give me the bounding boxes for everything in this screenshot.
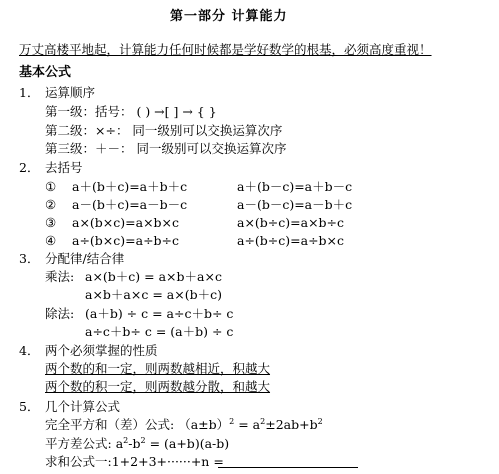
perfect-square-eq: = a: [238, 417, 261, 432]
perfect-square-rhs: ±2ab+b: [265, 417, 318, 432]
property-product: 两个数的积一定，则两数越分散，和越大: [45, 379, 271, 394]
division-label: 除法:: [45, 306, 75, 321]
rule-mark-2: ②: [45, 197, 57, 212]
sum-formula-one: 求和公式一:1+2+3+······+n =: [45, 454, 224, 469]
answer-blank[interactable]: [218, 467, 358, 468]
rule-1-right: a＋(b－c)=a＋b－c: [237, 179, 353, 194]
perfect-square-label: 完全平方和（差）公式:: [45, 417, 175, 432]
property-sum: 两个数的和一定，则两数越相近，积越大: [45, 361, 271, 376]
order-level-1: 第一级：括号： ( ) →[ ] → { }: [45, 104, 217, 119]
motto-line: 万丈高楼平地起，计算能力任何时候都是学好数学的根基，必须高度重视！: [19, 42, 432, 57]
section-2-heading: 去括号: [45, 160, 83, 175]
distributive-div-1: (a＋b) ÷ c = a÷c＋b÷ c: [85, 306, 234, 321]
distributive-div-2: a÷c＋b÷ c = (a＋b) ÷ c: [85, 324, 234, 339]
section-4-number: 4．: [19, 343, 40, 358]
section-5-heading: 几个计算公式: [45, 399, 121, 414]
rule-2-left: a－(b＋c)=a－b－c: [72, 197, 188, 212]
perfect-square-lhs: （a±b）: [178, 417, 230, 432]
rule-4-right: a÷(b÷c)=a÷b×c: [237, 233, 345, 248]
exponent: 2: [260, 417, 266, 426]
exponent: 2: [123, 436, 129, 445]
rule-1-left: a＋(b＋c)=a＋b＋c: [72, 179, 188, 194]
rule-3-right: a×(b÷c)=a×b÷c: [237, 215, 345, 230]
dos-rhs: = (a+b)(a-b): [149, 436, 230, 451]
rule-mark-4: ④: [45, 233, 57, 248]
perfect-square-formula: [45, 419, 323, 432]
difference-of-squares-label: 平方差公式:: [45, 436, 112, 451]
section-3-number: 3．: [19, 251, 40, 266]
order-level-2: 第二级：×÷： 同一级别可以交换运算次序: [45, 123, 283, 138]
distributive-mul-1: a×(b＋c) = a×b＋a×c: [85, 269, 222, 284]
section-1-number: 1．: [19, 85, 40, 100]
rule-4-left: a÷(b×c)=a÷b÷c: [72, 233, 180, 248]
section-3-heading: 分配律/结合律: [45, 251, 125, 266]
exponent: 2: [140, 436, 146, 445]
rule-3-left: a×(b×c)=a×b×c: [72, 215, 180, 230]
exponent: 2: [317, 417, 323, 426]
rule-mark-1: ①: [45, 179, 57, 194]
section-2-number: 2．: [19, 160, 40, 175]
section-1-heading: 运算顺序: [45, 85, 96, 100]
exponent: 2: [229, 417, 235, 426]
page-title: 第一部分 计算能力: [170, 9, 288, 24]
order-level-3: 第三级：＋－： 同一级别可以交换运算次序: [45, 141, 287, 156]
dos-a: a: [115, 436, 124, 451]
difference-of-squares-formula: [45, 438, 229, 451]
rule-mark-3: ③: [45, 215, 57, 230]
multiplication-label: 乘法:: [45, 269, 75, 284]
rule-2-right: a－(b－c)=a－b＋c: [237, 197, 353, 212]
section-5-number: 5．: [19, 399, 40, 414]
distributive-mul-2: a×b＋a×c = a×(b＋c): [85, 287, 222, 302]
basic-formulas-heading: 基本公式: [19, 65, 72, 80]
dos-b: -b: [128, 436, 141, 451]
section-4-heading: 两个必须掌握的性质: [45, 343, 158, 358]
